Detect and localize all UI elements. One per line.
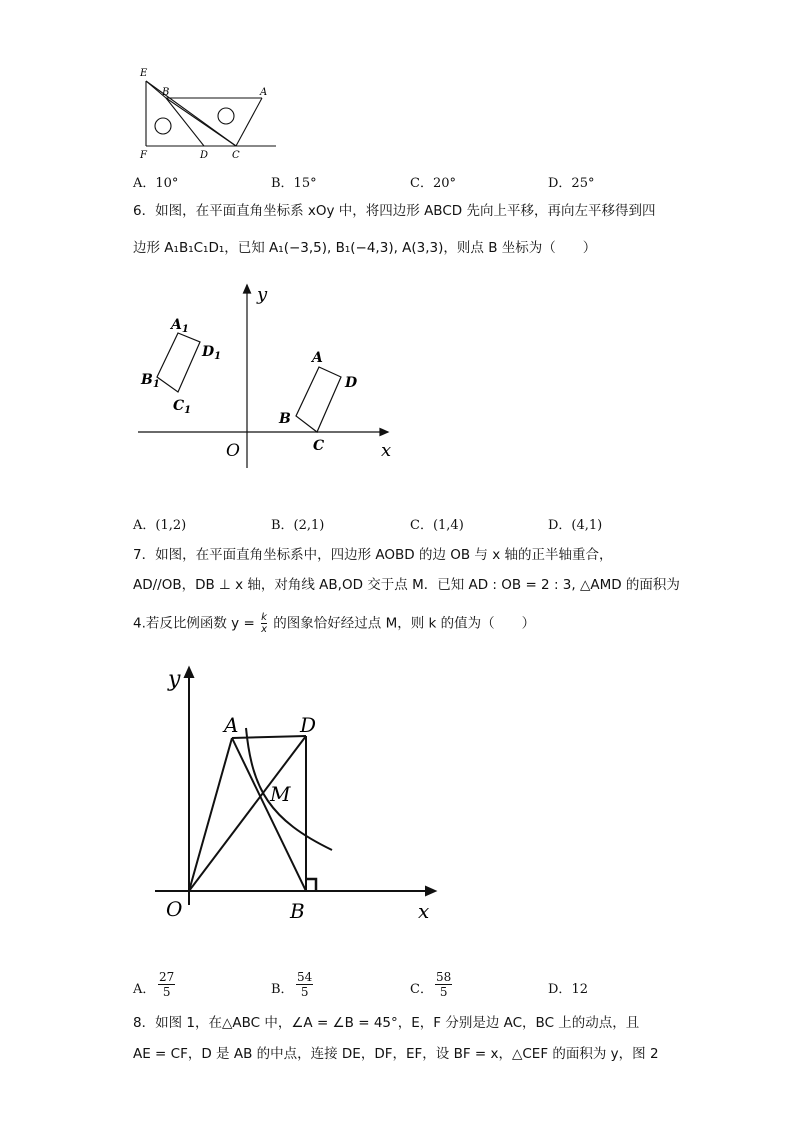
q7-option-b-num: 54: [297, 970, 313, 984]
q7-option-b-fraction: [296, 970, 313, 999]
q6-question-line2: 边形 A₁B₁C₁D₁，已知 A₁(−3,5), B₁(−4,3), A(3,3)，则点 B 坐标为（ ）: [133, 240, 597, 256]
q6-label-d: D: [345, 375, 358, 391]
q7-option-d-text: 12: [571, 982, 588, 997]
q7-label-a: A: [224, 713, 239, 737]
q6-label-b1: $B_1$: [141, 372, 160, 390]
q7-option-c-den: 5: [439, 985, 448, 999]
q7-option-a-prefix: A．: [133, 982, 156, 997]
q5-option-b: B．15°: [271, 176, 317, 191]
q6-label-c: C: [313, 438, 325, 454]
q5-label-B: B: [162, 87, 170, 98]
q5-option-c: C．20°: [410, 176, 456, 191]
q5-option-a: A．10°: [133, 176, 179, 191]
q5-label-D: D: [200, 150, 209, 161]
q7-line3-pre: 4.若反比例函数 y =: [133, 615, 255, 632]
q6-figure: [133, 280, 403, 475]
q6-option-c: C．(1,4): [410, 518, 464, 533]
q5-label-C: C: [232, 150, 240, 161]
q6-label-a1: $A_1$: [171, 317, 189, 335]
q7-option-a-fraction: [158, 970, 175, 999]
q7-option-d-prefix: D．: [548, 982, 572, 997]
q7-option-a-den: 5: [162, 985, 171, 999]
q7-label-d: D: [300, 713, 317, 737]
q7-option-c-num: 58: [436, 970, 452, 984]
q6-question-line1: 6．如图，在平面直角坐标系 xOy 中，将四边形 ABCD 先向上平移，再向左平移得到四: [133, 203, 656, 219]
q7-option-a-num: 27: [159, 970, 175, 984]
q5-label-F: F: [140, 150, 147, 161]
q6-option-d: D．(4,1): [548, 518, 603, 533]
q7-option-c-prefix: C．: [410, 982, 433, 997]
q5-label-E: E: [140, 68, 148, 79]
q7-question-line2: AD//OB，DB ⊥ x 轴，对角线 AB,OD 交于点 M．已知 AD : OB = 2 : 3, △AMD 的面积为: [133, 577, 680, 593]
q5-figure: [136, 66, 281, 164]
q7-option-b-den: 5: [300, 985, 309, 999]
q5-label-A: A: [260, 87, 268, 98]
q6-label-a: A: [312, 350, 323, 366]
q8-question-line2: AE = CF，D 是 AB 的中点，连接 DE，DF，EF，设 BF = x，△CEF 的面积为 y，图 2: [133, 1046, 659, 1062]
q7-option-c-fraction: [435, 970, 452, 999]
q7-axis-x: x: [418, 899, 430, 923]
q6-option-a: A．(1,2): [133, 518, 187, 533]
q6-label-b: B: [279, 411, 291, 427]
q6-label-c1: $C_1$: [173, 398, 192, 416]
q7-fraction-k-over-x: [261, 612, 267, 635]
q7-label-b: B: [290, 899, 305, 923]
q7-option-d: [548, 978, 588, 997]
q6-option-b: B．(2,1): [271, 518, 325, 533]
q7-origin: O: [166, 897, 183, 921]
q7-label-m: M: [270, 782, 291, 806]
q6-axis-x: x: [381, 440, 392, 461]
q7-frac-num: k: [261, 612, 267, 623]
q7-line3-post: 的图象恰好经过点 M，则 k 的值为（ ）: [273, 615, 536, 632]
q7-question-line1: 7．如图，在平面直角坐标系中，四边形 AOBD 的边 OB 与 x 轴的正半轴重合，: [133, 547, 613, 563]
q7-question-line3: [133, 612, 535, 635]
q6-origin: O: [226, 441, 240, 461]
q7-figure: [150, 660, 450, 925]
q7-axis-y: y: [168, 667, 181, 692]
q7-frac-den: x: [261, 624, 267, 635]
q7-option-b-prefix: B．: [271, 982, 294, 997]
q6-label-d1: $D_1$: [202, 344, 222, 362]
q8-question-line1: 8．如图 1，在△ABC 中，∠A = ∠B = 45°，E，F 分别是边 AC，BC 上的动点，且: [133, 1015, 640, 1031]
q5-option-d: D．25°: [548, 176, 595, 191]
q6-axis-y: y: [257, 284, 268, 305]
